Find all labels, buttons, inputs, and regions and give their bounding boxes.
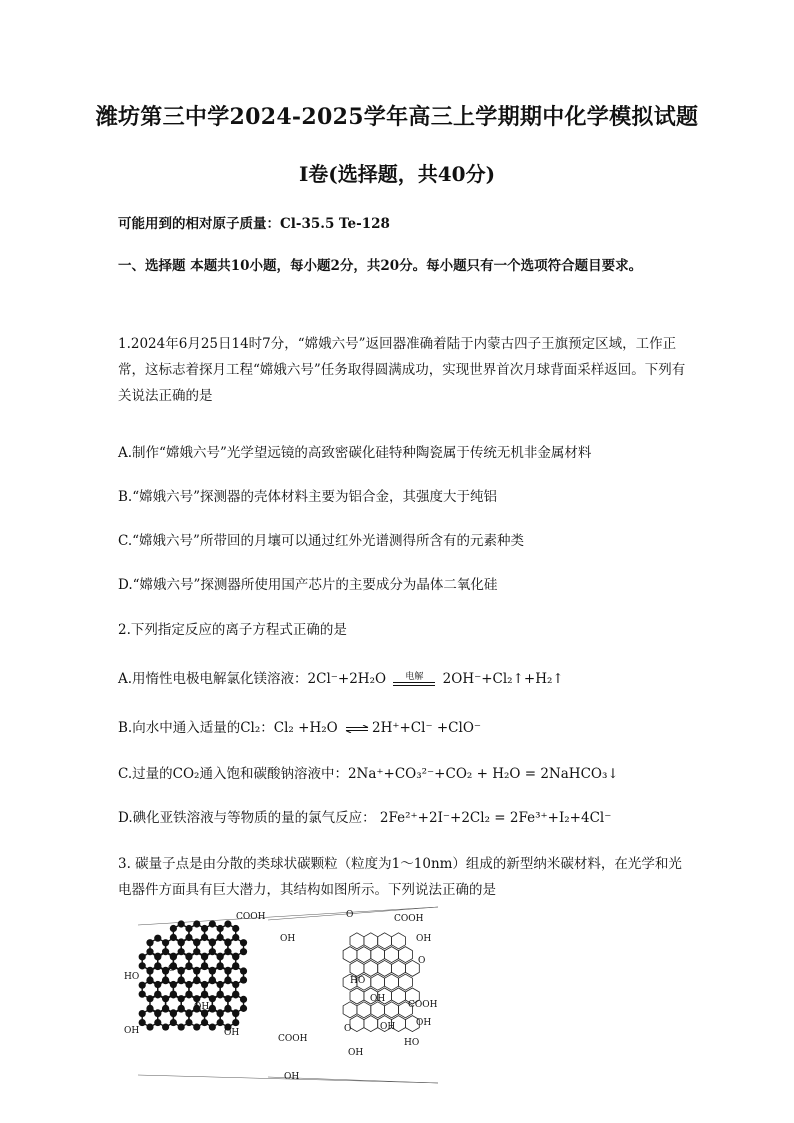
functional-group-label: O [168, 964, 176, 974]
carbon-atom [139, 953, 146, 960]
carbon-atom [224, 967, 231, 974]
exam-title: 潍坊第三中学2024-2025学年高三上学期期中化学模拟试题 [95, 104, 699, 130]
aromatic-ring [392, 988, 406, 1004]
carbon-atom [146, 1005, 153, 1012]
carbon-atom [170, 981, 177, 988]
carbon-atom [170, 925, 177, 932]
carbon-atom [217, 1019, 224, 1026]
aromatic-ring [364, 933, 378, 949]
carbon-atom [232, 963, 239, 970]
carbon-atom [185, 1010, 192, 1017]
carbon-atom [217, 925, 224, 932]
functional-group-label: COOH [236, 912, 266, 922]
functional-group-label: COOH [278, 1034, 308, 1044]
carbon-atom [217, 934, 224, 941]
functional-group-label: OH [348, 1048, 364, 1058]
carbon-atom [162, 977, 169, 984]
q1-option-d: D.“嫦娥六号”探测器所使用国产芯片的主要成分为晶体二氧化硅 [118, 577, 498, 593]
q2-a-left: 2Cl⁻+2H₂O [307, 671, 387, 687]
carbon-atom [154, 963, 161, 970]
carbon-atom [224, 1005, 231, 1012]
carbon-atom [162, 948, 169, 955]
carbon-atom [209, 967, 216, 974]
carbon-atom [162, 1023, 169, 1030]
carbon-atom [209, 1005, 216, 1012]
aromatic-ring [350, 933, 364, 949]
carbon-atom [224, 977, 231, 984]
carbon-atom [154, 1019, 161, 1026]
functional-group-label: HO [124, 972, 140, 982]
electrolysis-condition: 电解 [405, 672, 424, 682]
carbon-atom [201, 991, 208, 998]
aromatic-ring [385, 1002, 399, 1018]
functional-group-label: COOH [408, 1000, 438, 1010]
carbon-quantum-dot-structure-figure [118, 905, 458, 1085]
q2-b-prefix: B.向水中通入适量的Cl₂： [118, 720, 274, 736]
carbon-atom [146, 1023, 153, 1030]
carbon-atom [154, 1010, 161, 1017]
carbon-atom [201, 934, 208, 941]
q1-option-c: C.“嫦娥六号”所带回的月壤可以通过红外光谱测得所含有的元素种类 [118, 533, 524, 549]
functional-group-label: COOH [394, 914, 424, 924]
carbon-atom [178, 939, 185, 946]
carbon-atom [170, 991, 177, 998]
aromatic-ring [378, 960, 392, 976]
carbon-atom [232, 925, 239, 932]
carbon-atom [193, 939, 200, 946]
carbon-atom [217, 953, 224, 960]
carbon-atom [224, 920, 231, 927]
section-subtitle: Ⅰ卷(选择题，共40分) [298, 162, 496, 186]
aromatic-ring [371, 1002, 385, 1018]
carbon-atom [193, 1023, 200, 1030]
carbon-atom [240, 976, 247, 983]
carbon-atom [209, 977, 216, 984]
electrolysis-arrow [393, 673, 435, 686]
aromatic-ring [371, 947, 385, 963]
functional-group-label: OH [224, 1028, 240, 1038]
carbon-atom [209, 948, 216, 955]
carbon-atom [185, 991, 192, 998]
carbon-atom [217, 963, 224, 970]
atomic-mass-line: 可能用到的相对原子质量：Cl-35.5 Te-128 [118, 216, 390, 232]
q2-option-a [118, 667, 564, 687]
carbon-atom [185, 953, 192, 960]
carbon-atom [178, 1005, 185, 1012]
functional-group-label: OH [284, 1072, 300, 1082]
carbon-atom [232, 1019, 239, 1026]
q2-option-d: D.碘化亚铁溶液与等物质的量的氯气反应： 2Fe²⁺+2I⁻+2Cl₂ = 2Fe³⁺+I₂+4Cl⁻ [118, 810, 612, 826]
functional-group-label: OH [124, 1026, 140, 1036]
carbon-atom [185, 963, 192, 970]
aromatic-ring [357, 1002, 371, 1018]
carbon-atom [232, 1010, 239, 1017]
carbon-atom [146, 977, 153, 984]
carbon-atom [154, 981, 161, 988]
aromatic-ring [399, 947, 413, 963]
carbon-atom [185, 934, 192, 941]
carbon-atom [232, 981, 239, 988]
functional-group-label: OH [380, 1022, 396, 1032]
functional-group-label: HO [404, 1038, 420, 1048]
carbon-atom [178, 1023, 185, 1030]
aromatic-ring [350, 1016, 364, 1032]
aromatic-ring [399, 974, 413, 990]
carbon-atom [201, 981, 208, 988]
carbon-atom [217, 991, 224, 998]
functional-group-label: OH [280, 934, 296, 944]
carbon-atom [139, 982, 146, 989]
carbon-atom [162, 939, 169, 946]
carbon-atom [240, 948, 247, 955]
carbon-atom [224, 948, 231, 955]
aromatic-ring [392, 960, 406, 976]
q2-stem: 2.下列指定反应的离子方程式正确的是 [118, 622, 347, 638]
carbon-atom [178, 948, 185, 955]
carbon-atom [240, 967, 247, 974]
carbon-atom [217, 1010, 224, 1017]
q2-a-prefix: A.用惰性电极电解氯化镁溶液： [118, 671, 308, 687]
carbon-atom [170, 1010, 177, 1017]
carbon-atom [232, 991, 239, 998]
carbon-atom [162, 995, 169, 1002]
q2-b-right: 2H⁺+Cl⁻ +ClO⁻ [372, 720, 482, 736]
carbon-atom [162, 1005, 169, 1012]
carbon-atom [146, 967, 153, 974]
carbon-atom [224, 939, 231, 946]
carbon-atom [139, 962, 146, 969]
section-heading: 一、选择题 本题共10小题，每小题2分，共20分。每小题只有一个选项符合题目要求。 [118, 258, 643, 274]
aromatic-ring [350, 960, 364, 976]
carbon-atom [209, 920, 216, 927]
carbon-atom [209, 995, 216, 1002]
functional-group-label: O [418, 956, 426, 966]
carbon-atom [185, 925, 192, 932]
carbon-atom [154, 991, 161, 998]
aromatic-ring [350, 988, 364, 1004]
carbon-atom [185, 981, 192, 988]
carbon-atom [217, 981, 224, 988]
carbon-atom [193, 977, 200, 984]
functional-group-label: HO [350, 976, 366, 986]
carbon-atom [170, 1019, 177, 1026]
functional-group-label: OH [370, 994, 386, 1004]
carbon-atom [178, 967, 185, 974]
functional-group-label: O [346, 910, 354, 920]
carbon-atom [201, 963, 208, 970]
carbon-atom [154, 935, 161, 942]
carbon-atom [178, 920, 185, 927]
carbon-atom [201, 1019, 208, 1026]
functional-group-label: OH [416, 1018, 432, 1028]
carbon-atom [170, 953, 177, 960]
q2-b-left: Cl₂ +H₂O [273, 720, 338, 736]
aromatic-ring [385, 947, 399, 963]
aromatic-ring [392, 933, 406, 949]
q3-stem: 3. 碳量子点是由分散的类球状碳颗粒（粒度为1～10nm）组成的新型纳米碳材料，在光学和光电器件方面具有巨大潜力，其结构如图所示。下列说法正确的是 [118, 856, 682, 898]
aromatic-ring [343, 947, 357, 963]
carbon-atom [139, 991, 146, 998]
aromatic-ring [385, 974, 399, 990]
carbon-atom [201, 925, 208, 932]
carbon-atom [201, 953, 208, 960]
q2-option-b [118, 716, 481, 736]
carbon-atom [146, 995, 153, 1002]
carbon-atom [139, 1010, 146, 1017]
carbon-atom [240, 1005, 247, 1012]
aromatic-ring [357, 947, 371, 963]
q1-stem: 1.2024年6月25日14时7分，“嫦娥六号”返回器准确着陆于内蒙古四子王旗预定区域，工作正常，这标志着探月工程“嫦娥六号”任务取得圆满成功，实现世界首次月球背面采样返回。下列有关说法正确的是 [118, 336, 686, 404]
aromatic-ring [378, 933, 392, 949]
carbon-atom [240, 996, 247, 1003]
carbon-atom [154, 953, 161, 960]
carbon-atom [240, 939, 247, 946]
equilibrium-arrow-icon [345, 725, 369, 733]
carbon-atom [193, 967, 200, 974]
q2-a-right: 2OH⁻+Cl₂↑+H₂↑ [442, 671, 564, 687]
carbon-atom [193, 920, 200, 927]
aromatic-ring [371, 974, 385, 990]
aromatic-ring [364, 1016, 378, 1032]
q2-option-c: C.过量的CO₂通入饱和碳酸钠溶液中：2Na⁺+CO₃²⁻+CO₂ + H₂O = 2NaHCO₃↓ [118, 766, 619, 782]
aromatic-ring [364, 960, 378, 976]
carbon-atom [146, 948, 153, 955]
carbon-atom [193, 948, 200, 955]
carbon-atom [209, 939, 216, 946]
functional-group-label: OH [416, 934, 432, 944]
carbon-atom [224, 995, 231, 1002]
q1-option-a: A.制作“嫦娥六号”光学望远镜的高致密碳化硅特种陶瓷属于传统无机非金属材料 [118, 445, 592, 461]
carbon-atom [178, 977, 185, 984]
carbon-atom [185, 1019, 192, 1026]
functional-group-label: OH [194, 1002, 210, 1012]
carbon-atom [178, 995, 185, 1002]
carbon-atom [170, 934, 177, 941]
carbon-atom [232, 953, 239, 960]
carbon-atom [146, 939, 153, 946]
aromatic-ring [343, 1002, 357, 1018]
carbon-atom [232, 934, 239, 941]
q1-option-b: B.“嫦娥六号”探测器的壳体材料主要为铝合金，其强度大于纯铝 [118, 489, 498, 505]
carbon-atom [209, 1023, 216, 1030]
functional-group-label: O [344, 1024, 352, 1034]
carbon-atom [139, 1019, 146, 1026]
